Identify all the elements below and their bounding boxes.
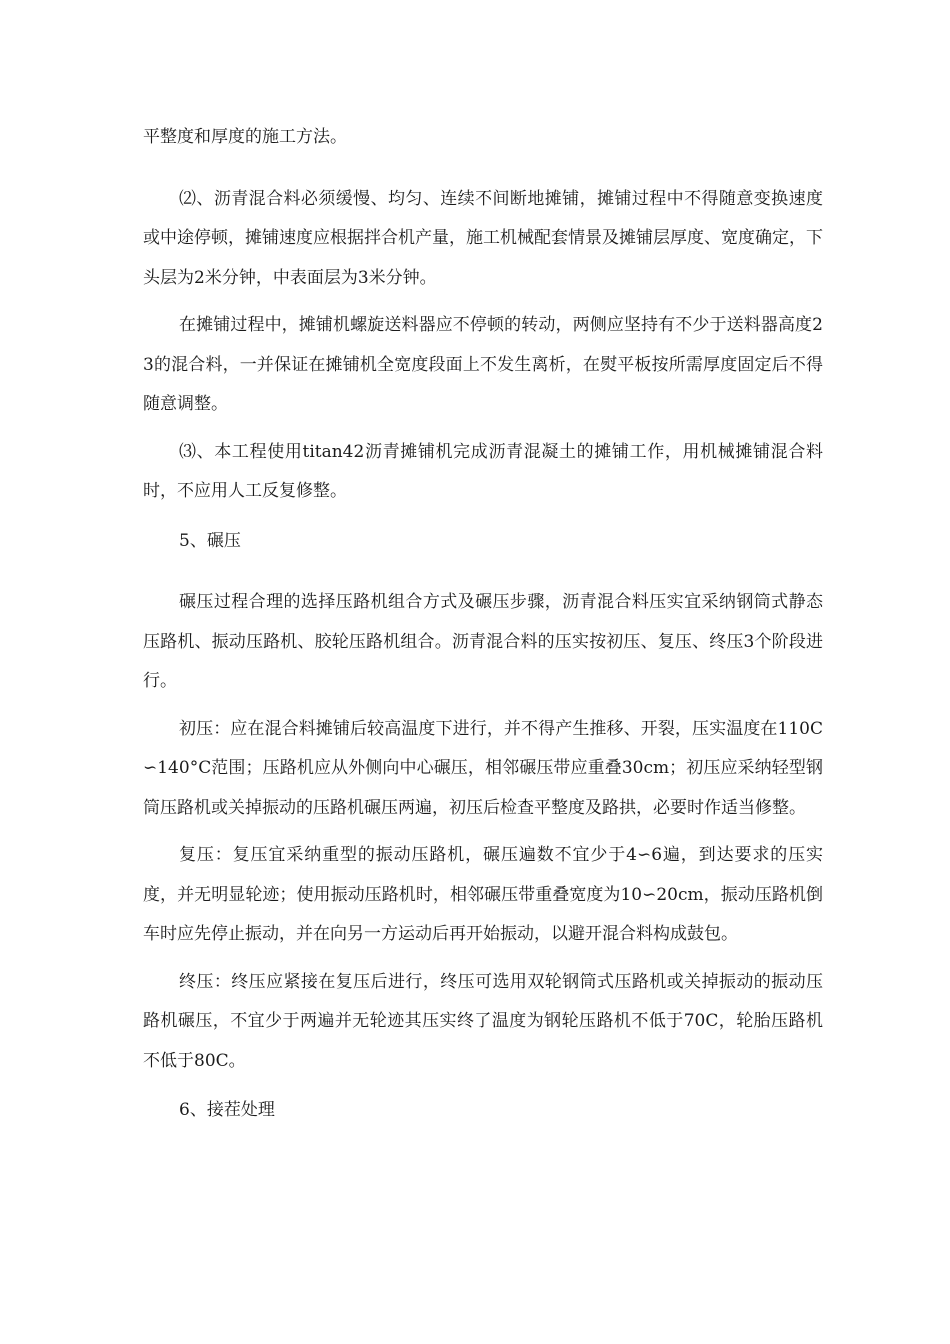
- paragraph-screw-feeder: 在摊铺过程中，摊铺机螺旋送料器应不停顿的转动，两侧应坚持有不少于送料器高度23的混合料，一并保证在摊铺机全宽度段面上不发生离析，在熨平板按所需厚度固定后不得随意调整。: [143, 315, 823, 414]
- section-heading-joint-treatment: 6、接茬处理: [179, 1100, 275, 1120]
- paragraph-final-compaction: 终压：终压应紧接在复压后进行，终压可选用双轮钢筒式压路机或关掉振动的振动压路机碾压，不宜少于两遍并无轮迹其压实终了温度为钢轮压路机不低于70C，轮胎压路机不低于80C。: [143, 971, 823, 1071]
- paragraph-re-compaction: 复压：复压宜采纳重型的振动压路机，碾压遍数不宜少于4∽6遍，到达要求的压实度，并无明显轮迹；使用振动压路机时，相邻碾压带重叠宽度为10∽20cm，振动压路机倒车时应先停止振动，并在向另一方运动后再开始振动，以避开混合料构成鼓包。: [143, 845, 823, 944]
- paragraph-paver-machine: ⑶、本工程使用titan42沥青摊铺机完成沥青混凝土的摊铺工作，用机械摊铺混合料时，不应用人工反复修整。: [143, 441, 823, 501]
- paragraph-paving-speed: ⑵、沥青混合料必须缓慢、均匀、连续不间断地摊铺，摊铺过程中不得随意变换速度或中途停顿，摊铺速度应根据拌合机产量，施工机械配套情景及摊铺层厚度、宽度确定，下头层为2米分钟，中表面层为3米分钟。: [143, 188, 823, 288]
- paragraph-continuation: 平整度和厚度的施工方法。: [143, 127, 347, 147]
- document-body: [143, 118, 823, 1131]
- paragraph-compaction-overview: 碾压过程合理的选择压路机组合方式及碾压步骤，沥青混合料压实宜采纳钢筒式静态压路机、振动压路机、胶轮压路机组合。沥青混合料的压实按初压、复压、终压3个阶段进行。: [143, 592, 823, 691]
- section-heading-compaction: 5、碾压: [179, 530, 241, 551]
- paragraph-initial-compaction: 初压：应在混合料摊铺后较高温度下进行，并不得产生推移、开裂，压实温度在110C∽140°C范围；压路机应从外侧向中心碾压，相邻碾压带应重叠30cm；初压应采纳轻型钢筒压路机或关掉振动的压路机碾压两遍，初压后检查平整度及路拱，必要时作适当修整。: [143, 718, 823, 818]
